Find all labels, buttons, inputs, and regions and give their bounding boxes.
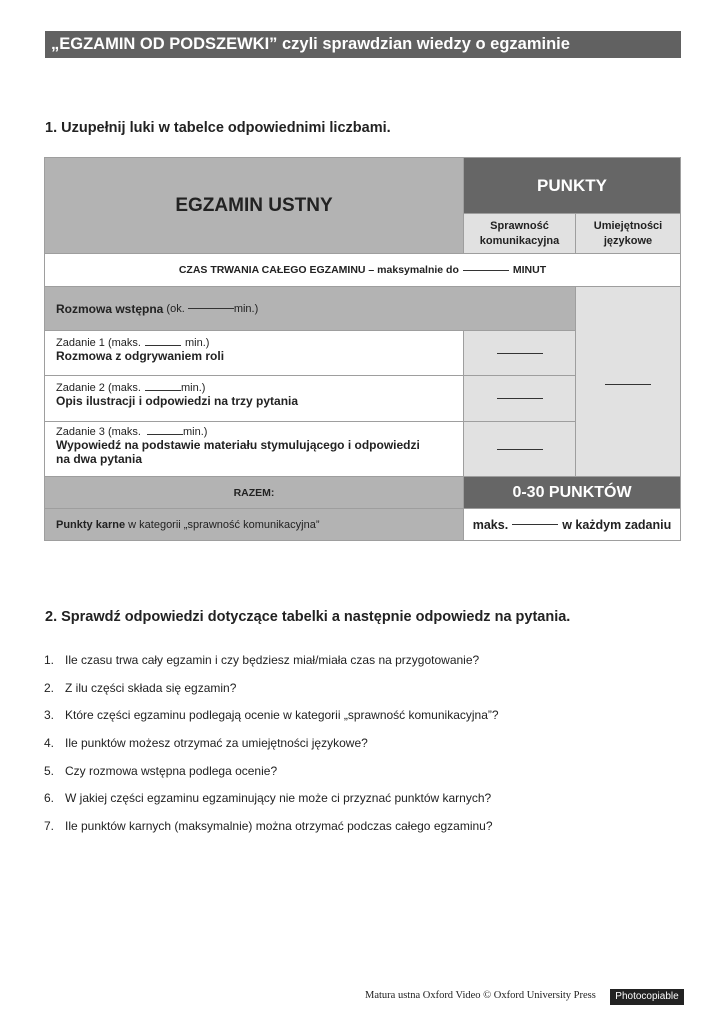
task-2-points-cell bbox=[463, 375, 576, 422]
penalty-after: w każdym zadaniu bbox=[562, 517, 672, 532]
task-2-title: Opis ilustracji i odpowiedzi na trzy pytania bbox=[56, 394, 299, 408]
question-text: Które części egzaminu podlegają ocenie w kategorii „sprawność komunikacyjna”? bbox=[65, 708, 499, 723]
communication-header-line2: komunikacyjna bbox=[479, 234, 560, 247]
intro-before: (ok. bbox=[166, 302, 185, 315]
task-1-label: Zadanie 1 (maks. bbox=[56, 337, 141, 349]
section-2-heading: 2. Sprawdź odpowiedzi dotyczące tabelki a następnie odpowiedz na pytania. bbox=[45, 609, 571, 625]
duration-unit: MINUT bbox=[512, 264, 547, 276]
question-number: 3. bbox=[44, 708, 55, 723]
language-points-cell bbox=[575, 286, 681, 477]
list-item bbox=[44, 736, 499, 764]
penalty-text: w kategorii „sprawność komunikacyjna” bbox=[128, 518, 320, 531]
question-number: 5. bbox=[44, 763, 55, 778]
penalty-value-cell bbox=[463, 508, 681, 541]
task-1-unit: min.) bbox=[184, 337, 210, 349]
footer-credit: Matura ustna Oxford Video © Oxford University Press bbox=[365, 990, 596, 1001]
total-value-cell bbox=[463, 476, 681, 509]
points-header: PUNKTY bbox=[537, 175, 607, 195]
intro-row bbox=[44, 286, 576, 331]
language-header-cell bbox=[575, 213, 681, 254]
question-number: 7. bbox=[44, 819, 55, 834]
language-header-line2: językowe bbox=[603, 234, 653, 247]
question-text: Ile punktów możesz otrzymać za umiejętności językowe? bbox=[65, 736, 368, 751]
task-1-row bbox=[44, 330, 464, 376]
task-3-points-cell bbox=[463, 421, 576, 477]
list-item bbox=[44, 791, 499, 819]
intro-blank[interactable] bbox=[188, 308, 234, 309]
task-3-title-line2: na dwa pytania bbox=[56, 452, 143, 466]
section-1-heading: 1. Uzupełnij luki w tabelce odpowiednimi liczbami. bbox=[45, 120, 391, 136]
language-points-blank[interactable] bbox=[605, 384, 651, 385]
task-1-points-blank[interactable] bbox=[497, 353, 543, 354]
page-banner: „EGZAMIN OD PODSZEWKI” czyli sprawdzian wiedzy o egzaminie bbox=[45, 31, 681, 58]
question-list bbox=[44, 653, 499, 847]
task-1-title: Rozmowa z odgrywaniem roli bbox=[56, 349, 225, 363]
task-3-row bbox=[44, 421, 464, 477]
question-text: Z ilu części składa się egzamin? bbox=[65, 680, 237, 695]
communication-header-cell bbox=[463, 213, 576, 254]
photocopiable-badge: Photocopiable bbox=[610, 989, 684, 1005]
points-header-cell bbox=[463, 157, 681, 214]
intro-label: Rozmowa wstępna bbox=[56, 301, 164, 316]
question-number: 6. bbox=[44, 791, 55, 806]
total-value: 0-30 PUNKTÓW bbox=[512, 483, 632, 501]
question-number: 2. bbox=[44, 680, 55, 695]
exam-title: EGZAMIN USTNY bbox=[175, 194, 333, 216]
total-row bbox=[44, 476, 464, 509]
task-3-blank[interactable] bbox=[147, 434, 183, 435]
task-2-label: Zadanie 2 (maks. bbox=[56, 382, 141, 394]
task-2-row bbox=[44, 375, 464, 422]
duration-row bbox=[44, 253, 681, 287]
penalty-row bbox=[44, 508, 464, 541]
task-3-points-blank[interactable] bbox=[497, 449, 543, 450]
exam-table bbox=[44, 157, 681, 541]
list-item bbox=[44, 819, 499, 847]
task-3-unit: min.) bbox=[182, 426, 208, 438]
list-item bbox=[44, 708, 499, 736]
exam-title-cell bbox=[44, 157, 464, 254]
list-item bbox=[44, 653, 499, 681]
language-header-line1: Umiejętności bbox=[593, 219, 663, 232]
task-2-blank[interactable] bbox=[145, 390, 181, 391]
duration-text: CZAS TRWANIA CAŁEGO EGZAMINU – maksymalnie do bbox=[178, 264, 459, 276]
list-item bbox=[44, 764, 499, 792]
list-item bbox=[44, 681, 499, 709]
task-3-title-line1: Wypowiedź na podstawie materiału stymulującego i odpowiedzi bbox=[56, 438, 420, 452]
communication-header-line1: Sprawność bbox=[490, 219, 549, 232]
question-text: Ile punktów karnych (maksymalnie) można otrzymać podczas całego egzaminu? bbox=[65, 819, 493, 834]
penalty-blank[interactable] bbox=[512, 524, 558, 525]
task-2-points-blank[interactable] bbox=[497, 398, 543, 399]
total-label: RAZEM: bbox=[233, 486, 275, 499]
penalty-label: Punkty karne bbox=[56, 518, 126, 531]
duration-blank[interactable] bbox=[463, 270, 509, 271]
question-text: W jakiej części egzaminu egzaminujący nie może ci przyznać punktów karnych? bbox=[65, 791, 492, 806]
question-text: Ile czasu trwa cały egzamin i czy będziesz miał/miała czas na przygotowanie? bbox=[65, 653, 480, 667]
penalty-before: maks. bbox=[472, 517, 509, 532]
intro-after: min.) bbox=[233, 302, 259, 315]
question-text: Czy rozmowa wstępna podlega ocenie? bbox=[65, 763, 278, 778]
question-number: 4. bbox=[44, 736, 55, 751]
question-number: 1. bbox=[44, 653, 55, 667]
task-3-label: Zadanie 3 (maks. bbox=[56, 426, 141, 438]
task-1-blank[interactable] bbox=[145, 345, 181, 346]
task-2-unit: min.) bbox=[180, 382, 206, 394]
task-1-points-cell bbox=[463, 330, 576, 376]
